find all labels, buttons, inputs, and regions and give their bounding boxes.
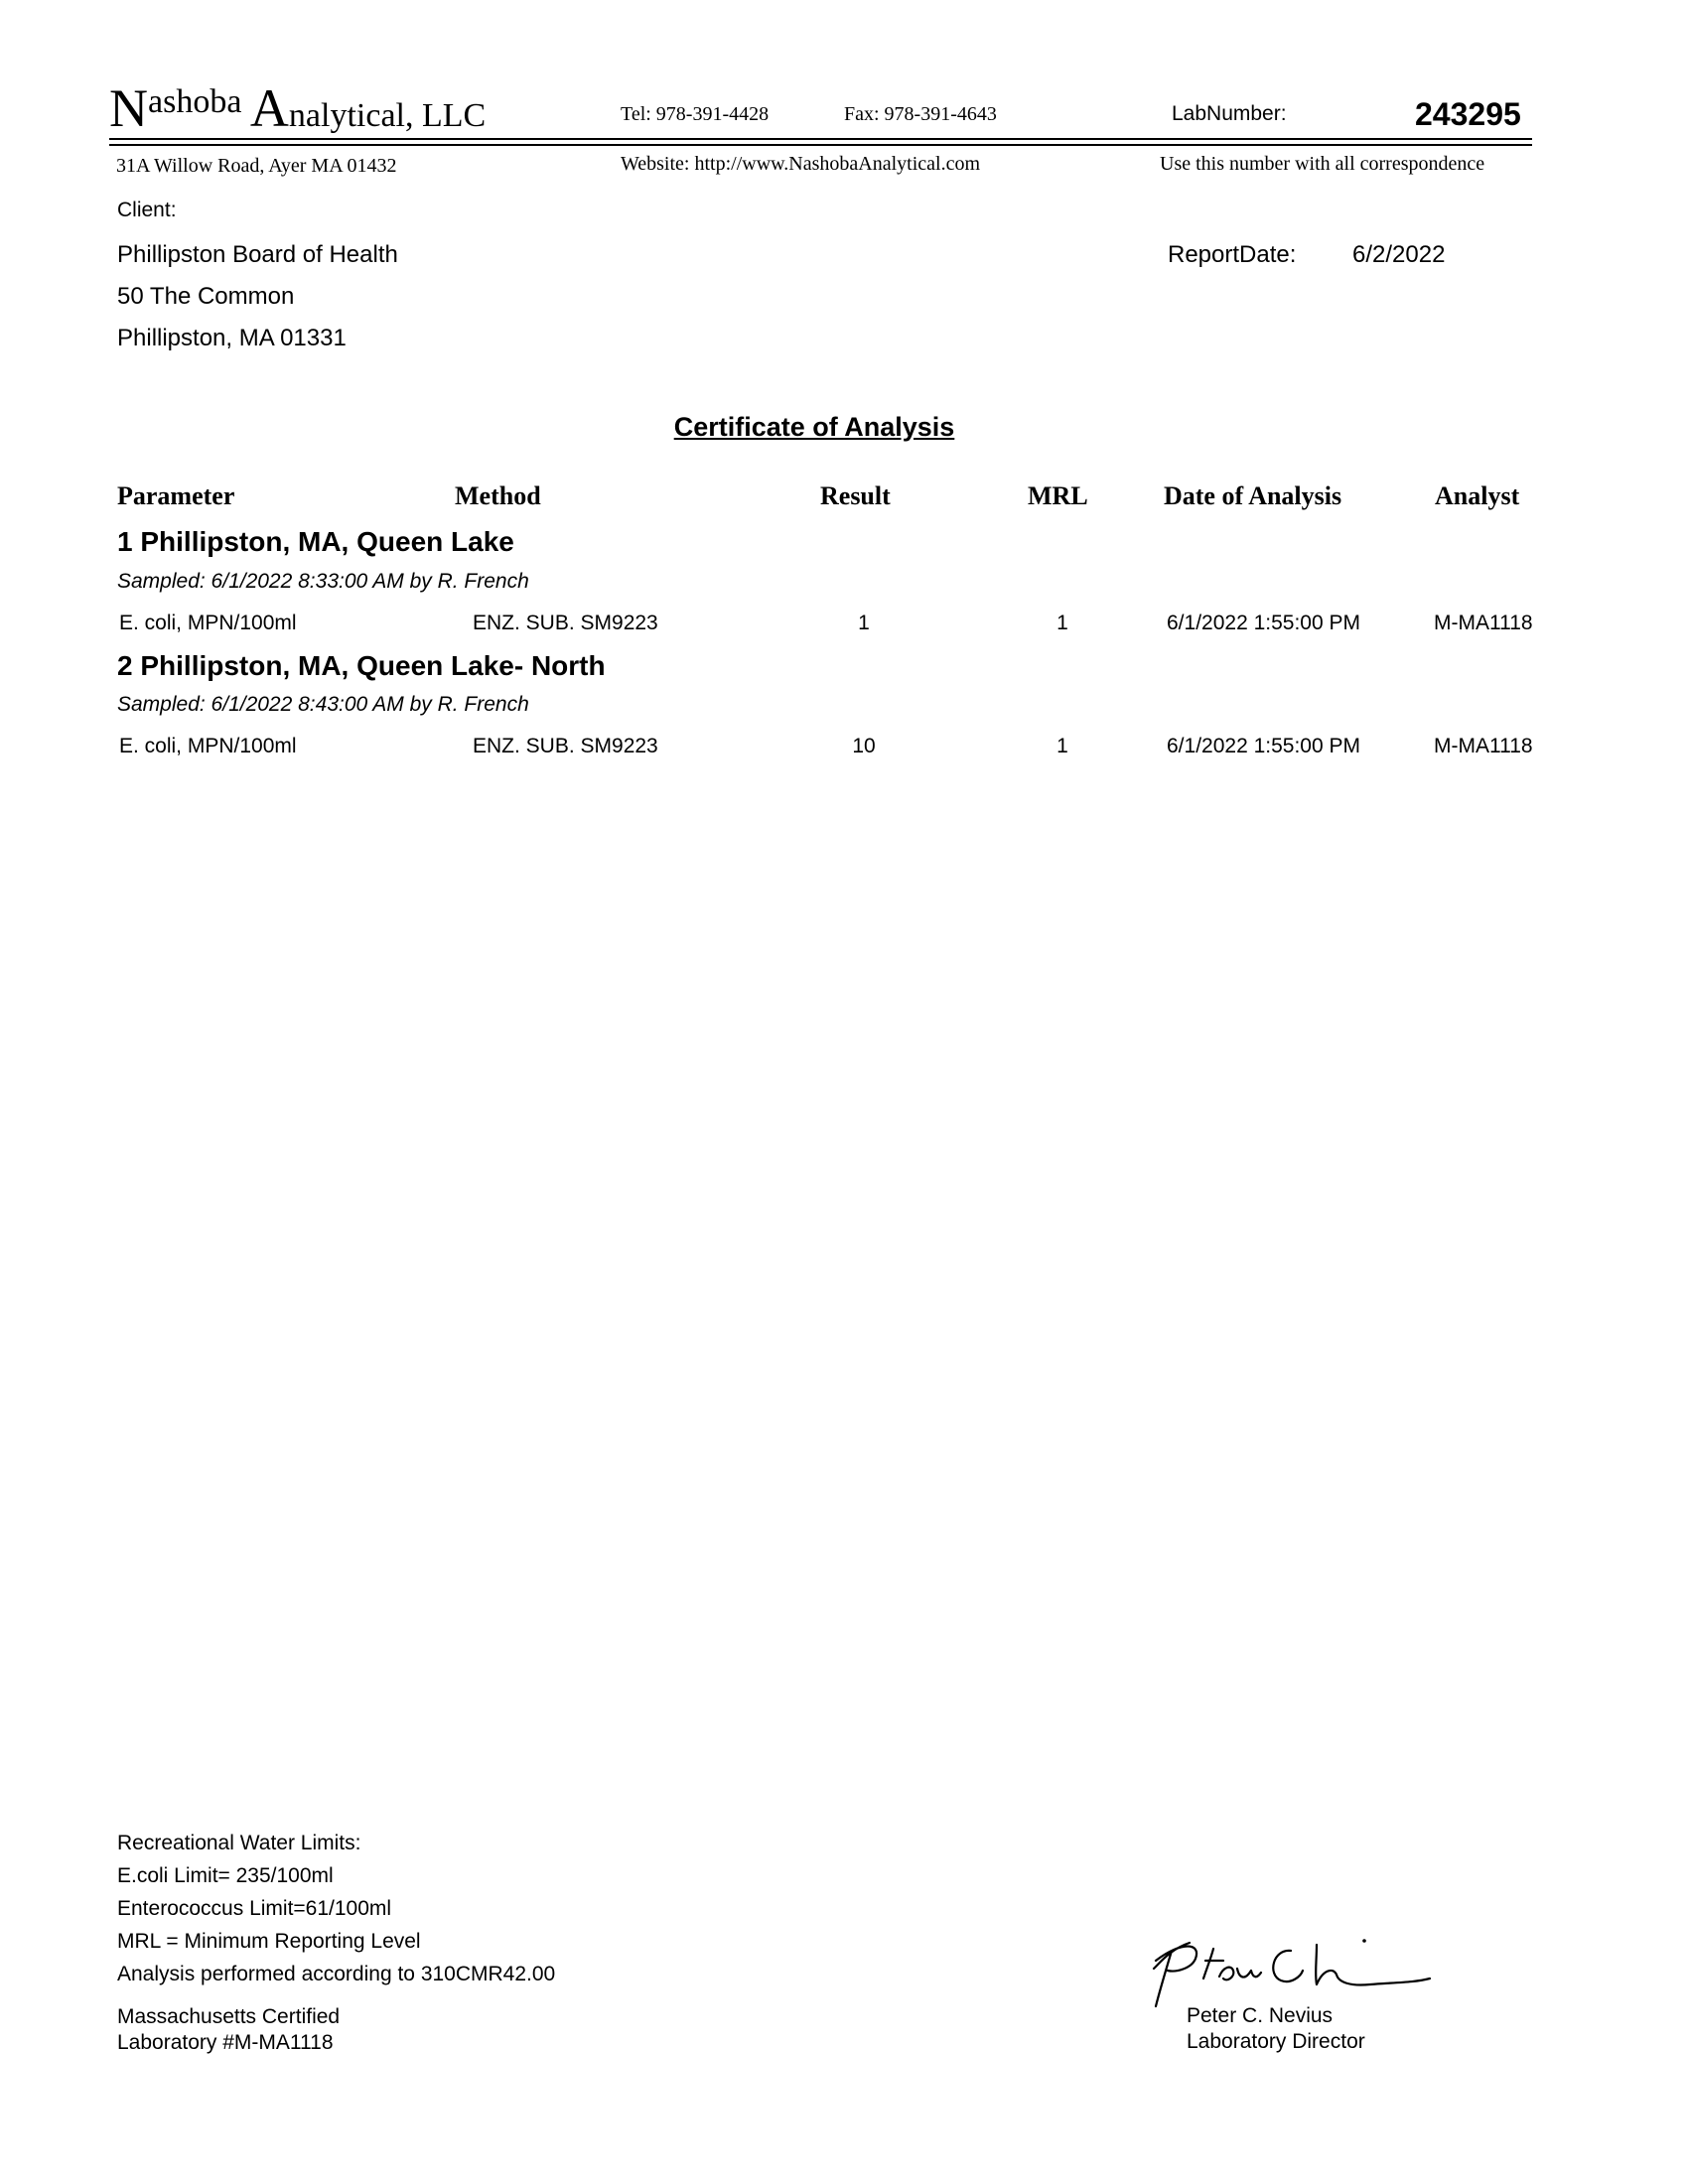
sample-title: 2 Phillipston, MA, Queen Lake- North <box>117 650 606 681</box>
result-value: 1 <box>858 612 870 634</box>
col-header-mrl: MRL <box>1028 481 1088 510</box>
client-street: 50 The Common <box>117 283 295 310</box>
director-name: Peter C. Nevius <box>1187 2004 1334 2027</box>
result-date: 6/1/2022 1:55:00 PM <box>1167 735 1360 757</box>
result-method: ENZ. SUB. SM9223 <box>473 612 658 634</box>
fax-number: Fax: 978-391-4643 <box>844 103 997 125</box>
result-parameter: E. coli, MPN/100ml <box>119 612 297 634</box>
col-header-result: Result <box>820 481 891 510</box>
notes-line: E.coli Limit= 235/100ml <box>117 1864 334 1887</box>
client-city: Phillipston, MA 01331 <box>117 325 347 351</box>
col-header-analyst: Analyst <box>1435 481 1520 510</box>
header-rule-top <box>109 138 1532 140</box>
result-analyst: M-MA1118 <box>1434 735 1533 757</box>
certification-line: Laboratory #M-MA1118 <box>117 2031 334 2054</box>
notes-line: Analysis performed according to 310CMR42.00 <box>117 1963 556 1985</box>
report-date-label: ReportDate: <box>1168 241 1297 268</box>
notes-line: Recreational Water Limits: <box>117 1832 361 1854</box>
result-mrl: 1 <box>1056 612 1068 634</box>
signature-image <box>1142 1931 1440 2010</box>
correspondence-note: Use this number with all correspondence <box>1160 153 1485 175</box>
result-date: 6/1/2022 1:55:00 PM <box>1167 612 1360 634</box>
signature-block <box>1187 2003 1365 2055</box>
result-mrl: 1 <box>1056 735 1068 757</box>
client-name: Phillipston Board of Health <box>117 241 398 268</box>
header-rule-bottom <box>109 144 1532 146</box>
phone-number: Tel: 978-391-4428 <box>621 103 770 125</box>
lab-number: 243295 <box>1415 96 1521 132</box>
result-analyst: M-MA1118 <box>1434 612 1533 634</box>
col-header-date: Date of Analysis <box>1164 481 1342 510</box>
company-logo: Nashoba Analytical, LLC <box>109 78 487 138</box>
sampled-info: Sampled: 6/1/2022 8:33:00 AM by R. French <box>117 570 529 593</box>
lab-number-label: LabNumber: <box>1172 102 1287 125</box>
company-address: 31A Willow Road, Ayer MA 01432 <box>116 155 397 177</box>
client-address-block <box>117 234 398 359</box>
certification-block <box>117 2004 340 2056</box>
sampled-info: Sampled: 6/1/2022 8:43:00 AM by R. French <box>117 693 529 716</box>
certificate-title: Certificate of Analysis <box>673 412 955 442</box>
limits-notes <box>117 1827 555 1990</box>
result-parameter: E. coli, MPN/100ml <box>119 735 297 757</box>
notes-line: MRL = Minimum Reporting Level <box>117 1930 421 1953</box>
col-header-parameter: Parameter <box>117 481 235 510</box>
sample-title: 1 Phillipston, MA, Queen Lake <box>117 526 514 557</box>
director-title: Laboratory Director <box>1187 2030 1365 2053</box>
company-website: Website: http://www.NashobaAnalytical.com <box>621 153 981 175</box>
report-date: 6/2/2022 <box>1352 241 1446 268</box>
col-header-method: Method <box>455 481 541 510</box>
client-label: Client: <box>117 199 177 221</box>
certification-line: Massachusetts Certified <box>117 2005 341 2028</box>
result-method: ENZ. SUB. SM9223 <box>473 735 658 757</box>
result-value: 10 <box>852 735 876 757</box>
notes-line: Enterococcus Limit=61/100ml <box>117 1897 392 1920</box>
